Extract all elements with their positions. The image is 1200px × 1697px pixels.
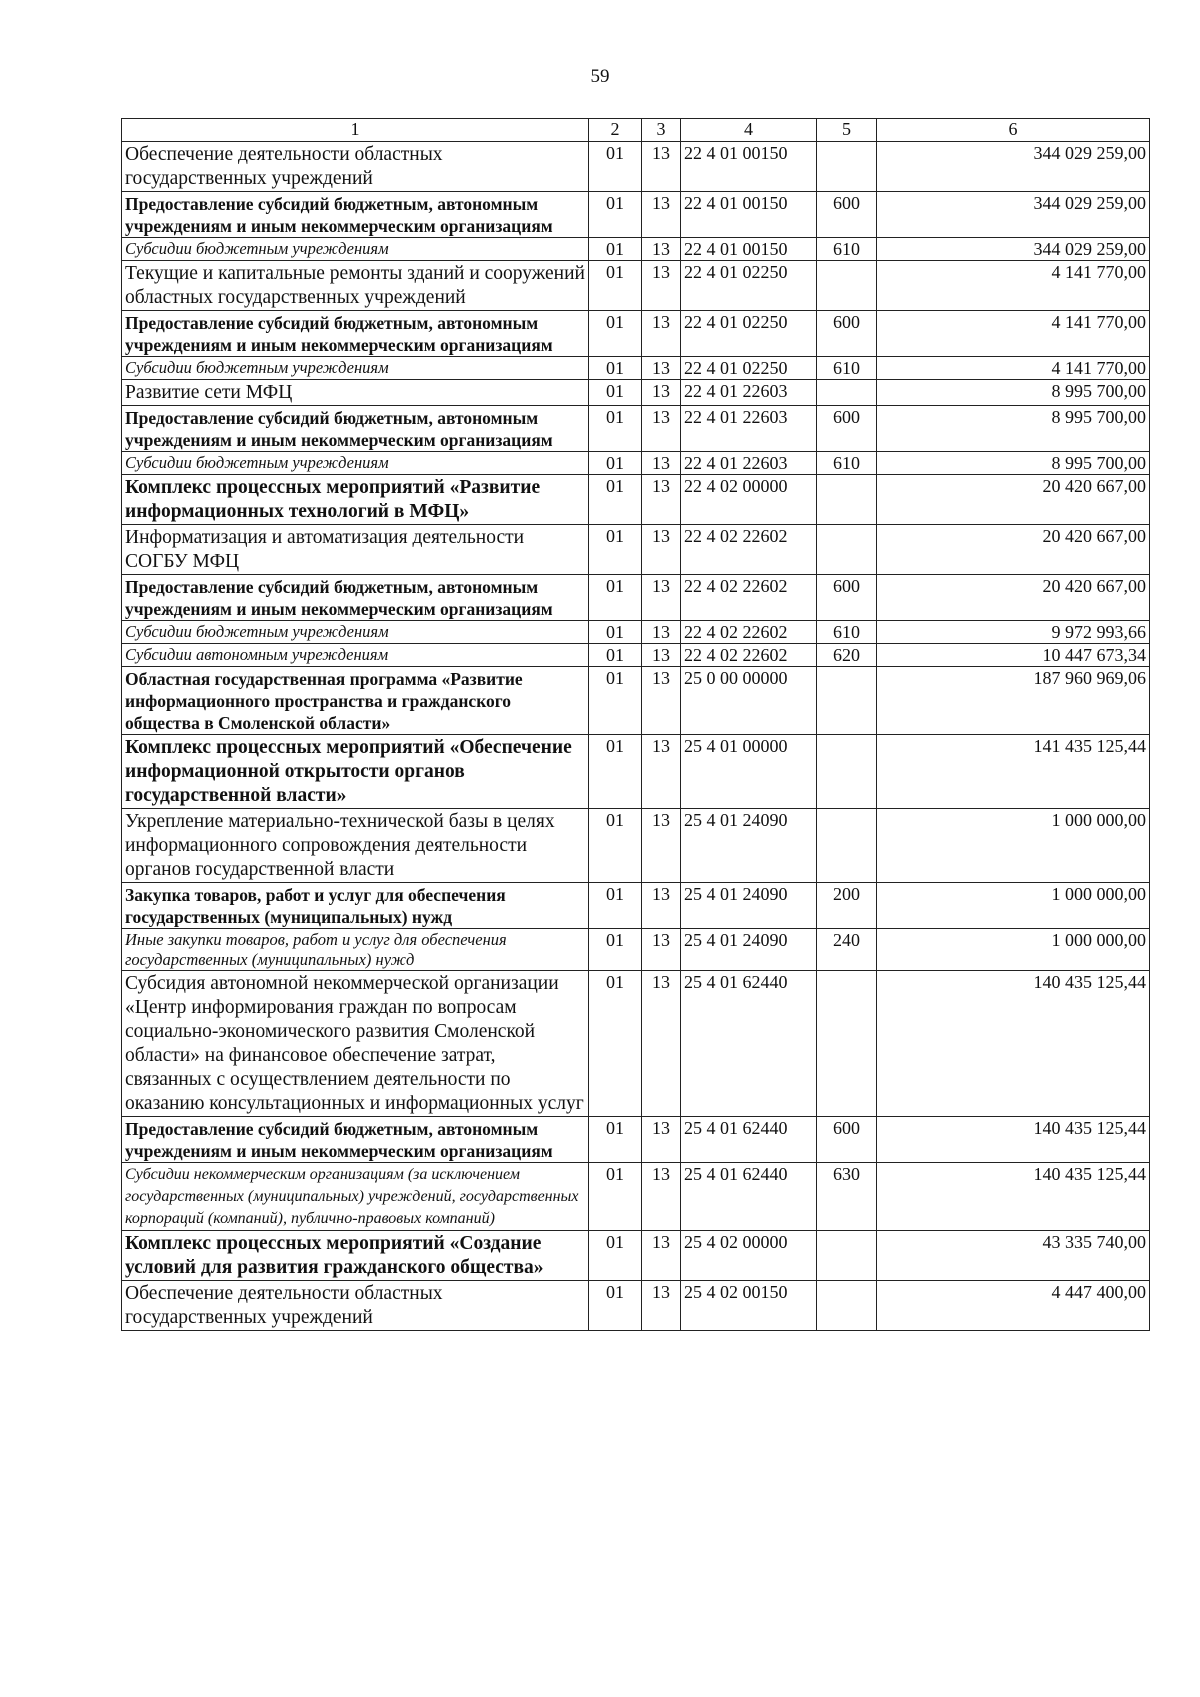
row-amount-cell: 4 141 770,00	[877, 261, 1150, 311]
column-header: 3	[642, 119, 681, 142]
row-code-cell: 22 4 01 02250	[681, 311, 817, 357]
column-header: 6	[877, 119, 1150, 142]
row-type-cell	[817, 1281, 877, 1331]
row-type-cell: 600	[817, 311, 877, 357]
row-code-cell: 22 4 01 22603	[681, 380, 817, 406]
row-amount-cell: 1 000 000,00	[877, 883, 1150, 929]
row-type-cell: 600	[817, 192, 877, 238]
column-header: 1	[122, 119, 589, 142]
row-amount-cell: 140 435 125,44	[877, 971, 1150, 1117]
row-subsection-cell: 13	[642, 1117, 681, 1163]
row-code-cell: 25 4 01 00000	[681, 735, 817, 809]
row-subsection-cell: 13	[642, 644, 681, 667]
page-number: 59	[590, 66, 610, 87]
table-row	[122, 575, 1150, 621]
row-name-cell: Комплекс процессных мероприятий «Обеспечение информационной открытости органов государственной власти»	[122, 735, 589, 809]
row-subsection-cell: 13	[642, 667, 681, 735]
row-type-cell: 200	[817, 883, 877, 929]
table-row	[122, 735, 1150, 809]
row-subsection-cell: 13	[642, 883, 681, 929]
table-row	[122, 1163, 1150, 1231]
row-subsection-cell: 13	[642, 971, 681, 1117]
table-row	[122, 971, 1150, 1117]
row-section-cell: 01	[589, 929, 642, 971]
row-amount-cell: 140 435 125,44	[877, 1117, 1150, 1163]
row-code-cell: 25 4 01 24090	[681, 883, 817, 929]
row-amount-cell: 20 420 667,00	[877, 475, 1150, 525]
row-name-cell: Комплекс процессных мероприятий «Создание условий для развития гражданского общества»	[122, 1231, 589, 1281]
row-subsection-cell: 13	[642, 142, 681, 192]
table-row	[122, 452, 1150, 475]
row-name-cell: Субсидии бюджетным учреждениям	[122, 238, 589, 261]
row-code-cell: 25 4 02 00000	[681, 1231, 817, 1281]
table-row	[122, 1281, 1150, 1331]
row-amount-cell: 20 420 667,00	[877, 575, 1150, 621]
row-code-cell: 25 4 02 00150	[681, 1281, 817, 1331]
row-section-cell: 01	[589, 406, 642, 452]
table-row	[122, 475, 1150, 525]
row-amount-cell: 344 029 259,00	[877, 192, 1150, 238]
row-section-cell: 01	[589, 644, 642, 667]
table-header-row	[122, 119, 1150, 142]
row-section-cell: 01	[589, 380, 642, 406]
row-amount-cell: 8 995 700,00	[877, 380, 1150, 406]
row-section-cell: 01	[589, 809, 642, 883]
row-amount-cell: 4 447 400,00	[877, 1281, 1150, 1331]
row-code-cell: 22 4 01 02250	[681, 357, 817, 380]
row-type-cell: 600	[817, 406, 877, 452]
row-type-cell	[817, 735, 877, 809]
row-name-cell: Обеспечение деятельности областных государственных учреждений	[122, 1281, 589, 1331]
row-section-cell: 01	[589, 971, 642, 1117]
row-name-cell: Обеспечение деятельности областных государственных учреждений	[122, 142, 589, 192]
row-subsection-cell: 13	[642, 261, 681, 311]
row-type-cell	[817, 971, 877, 1117]
row-name-cell: Субсидии бюджетным учреждениям	[122, 452, 589, 475]
row-name-cell: Комплекс процессных мероприятий «Развитие информационных технологий в МФЦ»	[122, 475, 589, 525]
row-type-cell	[817, 142, 877, 192]
row-section-cell: 01	[589, 735, 642, 809]
row-name-cell: Укрепление материально-технической базы в целях информационного сопровождения деятельности органов государственной власти	[122, 809, 589, 883]
row-type-cell: 610	[817, 238, 877, 261]
row-name-cell: Субсидии некоммерческим организациям (за исключением государственных (муниципальных) учреждений, государственных корпораций (компаний), публично-правовых компаний)	[122, 1163, 589, 1231]
table-row	[122, 261, 1150, 311]
row-name-cell: Субсидия автономной некоммерческой организации «Центр информирования граждан по вопросам социально-экономического развития Смоленской области» на финансовое обеспечение затрат, связанных с осуществлением деятельности по оказанию консультационных и информационных услуг	[122, 971, 589, 1117]
row-type-cell	[817, 809, 877, 883]
row-section-cell: 01	[589, 311, 642, 357]
row-type-cell	[817, 667, 877, 735]
row-section-cell: 01	[589, 142, 642, 192]
table-row	[122, 238, 1150, 261]
row-code-cell: 25 4 01 62440	[681, 1117, 817, 1163]
row-code-cell: 25 4 01 24090	[681, 809, 817, 883]
row-type-cell: 610	[817, 357, 877, 380]
table-row	[122, 929, 1150, 971]
row-code-cell: 25 4 01 62440	[681, 1163, 817, 1231]
row-code-cell: 22 4 02 22602	[681, 621, 817, 644]
row-section-cell: 01	[589, 238, 642, 261]
row-name-cell: Предоставление субсидий бюджетным, автономным учреждениям и иным некоммерческим организациям	[122, 1117, 589, 1163]
row-section-cell: 01	[589, 1117, 642, 1163]
row-code-cell: 22 4 01 00150	[681, 238, 817, 261]
row-subsection-cell: 13	[642, 357, 681, 380]
table-row	[122, 525, 1150, 575]
row-amount-cell: 1 000 000,00	[877, 809, 1150, 883]
row-section-cell: 01	[589, 357, 642, 380]
row-code-cell: 22 4 02 22602	[681, 644, 817, 667]
row-name-cell: Развитие сети МФЦ	[122, 380, 589, 406]
table-row	[122, 311, 1150, 357]
table-row	[122, 1231, 1150, 1281]
row-type-cell	[817, 525, 877, 575]
row-type-cell: 240	[817, 929, 877, 971]
row-name-cell: Предоставление субсидий бюджетным, автономным учреждениям и иным некоммерческим организациям	[122, 311, 589, 357]
row-amount-cell: 140 435 125,44	[877, 1163, 1150, 1231]
row-code-cell: 22 4 01 02250	[681, 261, 817, 311]
row-code-cell: 22 4 02 22602	[681, 525, 817, 575]
row-amount-cell: 344 029 259,00	[877, 238, 1150, 261]
row-code-cell: 22 4 01 22603	[681, 406, 817, 452]
row-name-cell: Текущие и капитальные ремонты зданий и сооружений областных государственных учреждений	[122, 261, 589, 311]
row-subsection-cell: 13	[642, 1281, 681, 1331]
row-amount-cell: 20 420 667,00	[877, 525, 1150, 575]
row-type-cell: 630	[817, 1163, 877, 1231]
table-body	[122, 142, 1150, 1331]
table-row	[122, 192, 1150, 238]
row-subsection-cell: 13	[642, 192, 681, 238]
row-code-cell: 22 4 01 00150	[681, 142, 817, 192]
row-code-cell: 25 4 01 62440	[681, 971, 817, 1117]
table-row	[122, 809, 1150, 883]
row-type-cell	[817, 380, 877, 406]
row-type-cell: 600	[817, 575, 877, 621]
row-section-cell: 01	[589, 261, 642, 311]
row-subsection-cell: 13	[642, 1231, 681, 1281]
row-subsection-cell: 13	[642, 452, 681, 475]
row-type-cell: 620	[817, 644, 877, 667]
row-code-cell: 22 4 01 00150	[681, 192, 817, 238]
row-section-cell: 01	[589, 575, 642, 621]
row-name-cell: Иные закупки товаров, работ и услуг для обеспечения государственных (муниципальных) нужд	[122, 929, 589, 971]
table-row	[122, 1117, 1150, 1163]
row-code-cell: 22 4 02 00000	[681, 475, 817, 525]
row-section-cell: 01	[589, 1281, 642, 1331]
row-type-cell	[817, 475, 877, 525]
row-subsection-cell: 13	[642, 311, 681, 357]
row-section-cell: 01	[589, 667, 642, 735]
row-name-cell: Предоставление субсидий бюджетным, автономным учреждениям и иным некоммерческим организациям	[122, 406, 589, 452]
row-subsection-cell: 13	[642, 380, 681, 406]
row-subsection-cell: 13	[642, 238, 681, 261]
row-type-cell: 610	[817, 452, 877, 475]
row-amount-cell: 187 960 969,06	[877, 667, 1150, 735]
row-amount-cell: 9 972 993,66	[877, 621, 1150, 644]
table-row	[122, 406, 1150, 452]
table-row	[122, 667, 1150, 735]
row-amount-cell: 141 435 125,44	[877, 735, 1150, 809]
row-subsection-cell: 13	[642, 621, 681, 644]
row-code-cell: 22 4 02 22602	[681, 575, 817, 621]
row-name-cell: Субсидии бюджетным учреждениям	[122, 357, 589, 380]
row-code-cell: 22 4 01 22603	[681, 452, 817, 475]
row-code-cell: 25 0 00 00000	[681, 667, 817, 735]
row-name-cell: Закупка товаров, работ и услуг для обеспечения государственных (муниципальных) нужд	[122, 883, 589, 929]
row-subsection-cell: 13	[642, 475, 681, 525]
row-name-cell: Предоставление субсидий бюджетным, автономным учреждениям и иным некоммерческим организациям	[122, 192, 589, 238]
row-type-cell	[817, 1231, 877, 1281]
row-section-cell: 01	[589, 1163, 642, 1231]
row-section-cell: 01	[589, 621, 642, 644]
row-amount-cell: 1 000 000,00	[877, 929, 1150, 971]
table-row	[122, 883, 1150, 929]
row-code-cell: 25 4 01 24090	[681, 929, 817, 971]
row-subsection-cell: 13	[642, 406, 681, 452]
row-amount-cell: 8 995 700,00	[877, 406, 1150, 452]
table-row	[122, 644, 1150, 667]
row-type-cell	[817, 261, 877, 311]
table-row	[122, 142, 1150, 192]
column-header: 5	[817, 119, 877, 142]
row-subsection-cell: 13	[642, 575, 681, 621]
row-section-cell: 01	[589, 452, 642, 475]
row-amount-cell: 10 447 673,34	[877, 644, 1150, 667]
row-subsection-cell: 13	[642, 735, 681, 809]
row-subsection-cell: 13	[642, 525, 681, 575]
row-type-cell: 600	[817, 1117, 877, 1163]
row-amount-cell: 344 029 259,00	[877, 142, 1150, 192]
table-row	[122, 357, 1150, 380]
column-header: 2	[589, 119, 642, 142]
row-amount-cell: 4 141 770,00	[877, 357, 1150, 380]
row-section-cell: 01	[589, 883, 642, 929]
row-type-cell: 610	[817, 621, 877, 644]
row-name-cell: Субсидии бюджетным учреждениям	[122, 621, 589, 644]
budget-table	[121, 118, 1150, 1331]
row-amount-cell: 8 995 700,00	[877, 452, 1150, 475]
row-subsection-cell: 13	[642, 929, 681, 971]
row-section-cell: 01	[589, 1231, 642, 1281]
row-section-cell: 01	[589, 192, 642, 238]
row-amount-cell: 43 335 740,00	[877, 1231, 1150, 1281]
row-name-cell: Предоставление субсидий бюджетным, автономным учреждениям и иным некоммерческим организациям	[122, 575, 589, 621]
table-row	[122, 380, 1150, 406]
row-name-cell: Субсидии автономным учреждениям	[122, 644, 589, 667]
row-section-cell: 01	[589, 525, 642, 575]
row-subsection-cell: 13	[642, 809, 681, 883]
column-header: 4	[681, 119, 817, 142]
row-section-cell: 01	[589, 475, 642, 525]
table-row	[122, 621, 1150, 644]
row-name-cell: Областная государственная программа «Развитие информационного пространства и гражданского общества в Смоленской области»	[122, 667, 589, 735]
row-subsection-cell: 13	[642, 1163, 681, 1231]
row-amount-cell: 4 141 770,00	[877, 311, 1150, 357]
row-name-cell: Информатизация и автоматизация деятельности СОГБУ МФЦ	[122, 525, 589, 575]
